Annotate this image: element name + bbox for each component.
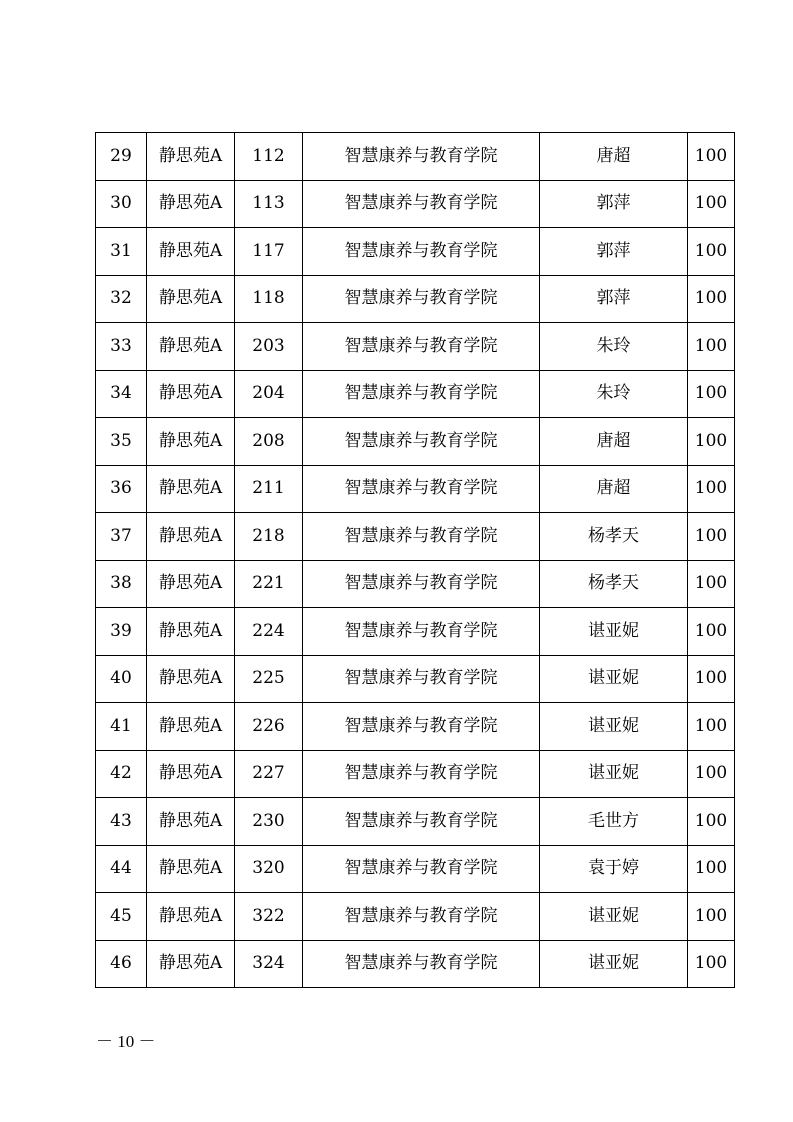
score-cell: 100: [688, 465, 735, 513]
score-cell: 100: [688, 133, 735, 181]
row-number-cell: 40: [96, 655, 147, 703]
row-number-cell: 32: [96, 275, 147, 323]
college-cell: 智慧康养与教育学院: [303, 418, 540, 466]
building-cell: 静思苑A: [147, 323, 235, 371]
row-number-cell: 36: [96, 465, 147, 513]
college-cell: 智慧康养与教育学院: [303, 703, 540, 751]
building-cell: 静思苑A: [147, 560, 235, 608]
row-number-cell: 44: [96, 845, 147, 893]
room-cell: 226: [235, 703, 303, 751]
row-number-cell: 37: [96, 513, 147, 561]
score-cell: 100: [688, 513, 735, 561]
building-cell: 静思苑A: [147, 940, 235, 988]
table-row: [96, 133, 735, 181]
table-row: [96, 940, 735, 988]
row-number-cell: 45: [96, 893, 147, 941]
inspector-cell: 谌亚妮: [540, 608, 688, 656]
table-row: [96, 703, 735, 751]
table-row: [96, 465, 735, 513]
score-cell: 100: [688, 798, 735, 846]
room-cell: 322: [235, 893, 303, 941]
college-cell: 智慧康养与教育学院: [303, 370, 540, 418]
college-cell: 智慧康养与教育学院: [303, 560, 540, 608]
college-cell: 智慧康养与教育学院: [303, 608, 540, 656]
room-cell: 320: [235, 845, 303, 893]
inspector-cell: 谌亚妮: [540, 940, 688, 988]
score-cell: 100: [688, 750, 735, 798]
table-row: [96, 750, 735, 798]
room-cell: 118: [235, 275, 303, 323]
inspector-cell: 唐超: [540, 418, 688, 466]
college-cell: 智慧康养与教育学院: [303, 893, 540, 941]
row-number-cell: 35: [96, 418, 147, 466]
building-cell: 静思苑A: [147, 180, 235, 228]
table-row: [96, 180, 735, 228]
college-cell: 智慧康养与教育学院: [303, 275, 540, 323]
building-cell: 静思苑A: [147, 228, 235, 276]
score-cell: 100: [688, 370, 735, 418]
room-cell: 230: [235, 798, 303, 846]
room-cell: 225: [235, 655, 303, 703]
inspector-cell: 郭萍: [540, 180, 688, 228]
college-cell: 智慧康养与教育学院: [303, 750, 540, 798]
building-cell: 静思苑A: [147, 798, 235, 846]
building-cell: 静思苑A: [147, 655, 235, 703]
score-cell: 100: [688, 655, 735, 703]
score-cell: 100: [688, 893, 735, 941]
college-cell: 智慧康养与教育学院: [303, 655, 540, 703]
table-row: [96, 228, 735, 276]
row-number-cell: 38: [96, 560, 147, 608]
table-row: [96, 608, 735, 656]
row-number-cell: 46: [96, 940, 147, 988]
row-number-cell: 41: [96, 703, 147, 751]
room-cell: 204: [235, 370, 303, 418]
score-cell: 100: [688, 418, 735, 466]
inspector-cell: 郭萍: [540, 228, 688, 276]
room-cell: 221: [235, 560, 303, 608]
row-number-cell: 39: [96, 608, 147, 656]
table-row: [96, 655, 735, 703]
college-cell: 智慧康养与教育学院: [303, 133, 540, 181]
inspector-cell: 杨孝天: [540, 513, 688, 561]
building-cell: 静思苑A: [147, 275, 235, 323]
room-cell: 227: [235, 750, 303, 798]
inspector-cell: 郭萍: [540, 275, 688, 323]
row-number-cell: 34: [96, 370, 147, 418]
table-row: [96, 560, 735, 608]
college-cell: 智慧康养与教育学院: [303, 798, 540, 846]
inspector-cell: 唐超: [540, 133, 688, 181]
inspector-cell: 朱玲: [540, 370, 688, 418]
college-cell: 智慧康养与教育学院: [303, 228, 540, 276]
table-row: [96, 798, 735, 846]
building-cell: 静思苑A: [147, 750, 235, 798]
building-cell: 静思苑A: [147, 703, 235, 751]
college-cell: 智慧康养与教育学院: [303, 180, 540, 228]
score-cell: 100: [688, 703, 735, 751]
page-number: － 10 －: [96, 1032, 156, 1051]
inspector-cell: 杨孝天: [540, 560, 688, 608]
building-cell: 静思苑A: [147, 608, 235, 656]
building-cell: 静思苑A: [147, 370, 235, 418]
row-number-cell: 33: [96, 323, 147, 371]
room-cell: 218: [235, 513, 303, 561]
building-cell: 静思苑A: [147, 465, 235, 513]
score-cell: 100: [688, 845, 735, 893]
room-cell: 117: [235, 228, 303, 276]
inspector-cell: 唐超: [540, 465, 688, 513]
college-cell: 智慧康养与教育学院: [303, 845, 540, 893]
room-cell: 324: [235, 940, 303, 988]
row-number-cell: 29: [96, 133, 147, 181]
score-cell: 100: [688, 608, 735, 656]
inspector-cell: 谌亚妮: [540, 655, 688, 703]
row-number-cell: 31: [96, 228, 147, 276]
inspector-cell: 袁于婷: [540, 845, 688, 893]
table-body: [96, 133, 735, 988]
table-row: [96, 275, 735, 323]
dormitory-score-table: [95, 132, 735, 988]
room-cell: 203: [235, 323, 303, 371]
score-cell: 100: [688, 323, 735, 371]
college-cell: 智慧康养与教育学院: [303, 513, 540, 561]
table-row: [96, 323, 735, 371]
college-cell: 智慧康养与教育学院: [303, 940, 540, 988]
row-number-cell: 42: [96, 750, 147, 798]
score-cell: 100: [688, 560, 735, 608]
inspector-cell: 谌亚妮: [540, 893, 688, 941]
table-row: [96, 418, 735, 466]
table-row: [96, 370, 735, 418]
table-row: [96, 845, 735, 893]
inspector-cell: 毛世方: [540, 798, 688, 846]
row-number-cell: 30: [96, 180, 147, 228]
room-cell: 208: [235, 418, 303, 466]
score-cell: 100: [688, 940, 735, 988]
inspector-cell: 谌亚妮: [540, 750, 688, 798]
row-number-cell: 43: [96, 798, 147, 846]
college-cell: 智慧康养与教育学院: [303, 323, 540, 371]
inspector-cell: 谌亚妮: [540, 703, 688, 751]
building-cell: 静思苑A: [147, 133, 235, 181]
score-cell: 100: [688, 228, 735, 276]
building-cell: 静思苑A: [147, 418, 235, 466]
room-cell: 224: [235, 608, 303, 656]
building-cell: 静思苑A: [147, 893, 235, 941]
inspector-cell: 朱玲: [540, 323, 688, 371]
room-cell: 211: [235, 465, 303, 513]
room-cell: 112: [235, 133, 303, 181]
building-cell: 静思苑A: [147, 513, 235, 561]
college-cell: 智慧康养与教育学院: [303, 465, 540, 513]
table-row: [96, 893, 735, 941]
building-cell: 静思苑A: [147, 845, 235, 893]
score-cell: 100: [688, 180, 735, 228]
room-cell: 113: [235, 180, 303, 228]
score-cell: 100: [688, 275, 735, 323]
table-row: [96, 513, 735, 561]
